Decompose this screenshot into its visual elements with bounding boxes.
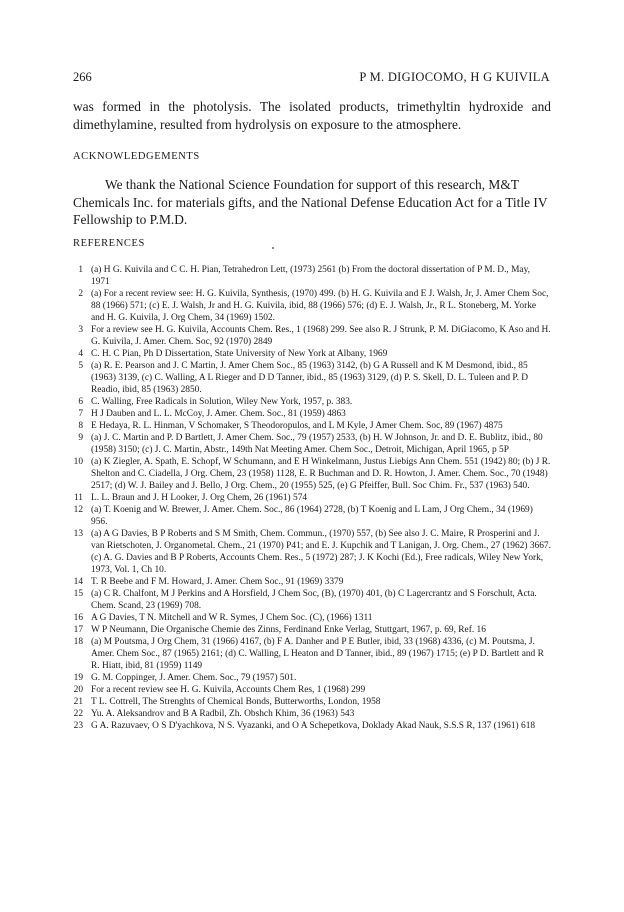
reference-number: 9 [78,433,83,443]
reference-text: Yu. A. Aleksandrov and B A Radbil, Zh. Obshch Khim, 36 (1963) 543 [91,709,355,719]
reference-text: A G Davies, T N. Mitchell and W R. Symes, J Chem Soc. (C), (1966) 1311 [91,613,373,623]
reference-number: 23 [73,721,83,731]
reference-number: 11 [73,493,83,503]
acknowledgements-heading: ACKNOWLEDGEMENTS [73,151,200,162]
reference-item [73,624,551,636]
reference-item [73,360,551,396]
reference-text: (a) K Ziegler, A. Spath, E. Schopf, W Schumann, and E H Winkelmann, Justus Liebigs Ann Chem. 551 (1942) 80; (b) J R. Shelton and C. Ciadella, J Org. Chem, 23 (1958) 1128, E. R Buchman and D. R. Howton, J. Amer. Chem. Soc., 70 (1948) 2517; (d) W. J. Bailey and J. Bello, J Org. Chem., 20 (1955) 525, (e) G Pfeiffer, Bull. Soc Chim. Fr., 537 (1963) 540. [91,457,551,491]
reference-number: 21 [73,697,83,707]
reference-item [73,432,551,456]
acknowledgements-body: We thank the National Science Foundation for support of this research, M&T Chemicals Inc. for materials gifts, and the National Defense Education Act for a Title IV Fellowship to P.M.D. [73,177,548,227]
reference-text: H J Dauben and L. L. McCoy, J. Amer. Chem. Soc., 81 (1959) 4863 [91,409,346,419]
reference-text: (a) H G. Kuivila and C C. H. Pian, Tetrahedron Lett, (1973) 2561 (b) From the doctoral dissertation of P M. D., May, 1971 [91,265,531,287]
reference-number: 14 [73,577,83,587]
reference-item [73,456,551,492]
reference-text: (a) A G Davies, B P Roberts and S M Smith, Chem. Commun., (1970) 557, (b) See also J. C. Maire, R Prosperini and J. van Rietschoten, J. Organometal. Chem., 21 (1970) P41; and E. J. Kupchik and T Lanigan, J. Org. Chem., 27 (1962) 3667. (c) A. G. Davies and B P Roberts, Accounts Chem. Res., 5 (1972) 287; J. K Kochi (Ed.), Free radicals, Wiley New York, 1973, Vol. 1, Ch 10. [91,529,551,575]
reference-number: 18 [73,637,83,647]
reference-number: 15 [73,589,83,599]
reference-text: G A. Razuvaev, O S D'yachkova, N S. Vyazanki, and O A Schepetkova, Doklady Akad Nauk, S.S.S R, 137 (1961) 618 [91,721,536,731]
reference-text: For a recent review see H. G. Kuivila, Accounts Chem Res, 1 (1968) 299 [91,685,366,695]
reference-text: (a) T. Koenig and W. Brewer, J. Amer. Chem. Soc., 86 (1964) 2728, (b) T Koenig and L Lam, J Org Chem., 34 (1969) 956. [91,505,533,527]
stray-mark [272,247,274,249]
reference-number: 19 [73,673,83,683]
reference-item [73,576,551,588]
reference-text: E Hedaya, R. L. Hinman, V Schomaker, S Theodoropulos, and L M Kyle, J Amer Chem. Soc, 89 (1967) 4875 [91,421,503,431]
reference-item [73,264,551,288]
reference-number: 10 [73,457,83,467]
reference-text: (a) C R. Chalfont, M J Perkins and A Horsfield, J Chem Soc, (B), (1970) 401, (b) C Lagercrantz and S Forschult, Acta. Chem. Scand, 23 (1969) 708. [91,589,537,611]
reference-item [73,588,551,612]
reference-text: (a) R. E. Pearson and J. C Martin, J. Amer Chem Soc., 85 (1963) 3142, (b) G A Russell and K M Desmond, ibid., 85 (1963) 3139, (c) C. Walling, A L Rieger and D D Tanner, ibid., 85 (1963) 3129, (d) P. S. Skell, D. L. Tuleen and P. D Readio, ibid, 85 (1963) 2850. [91,361,529,395]
running-authors: P M. DIGIOCOMO, H G KUIVILA [359,70,550,84]
reference-text: (a) M Poutsma, J Org Chem, 31 (1966) 4167, (b) F A. Danher and P E Butler, ibid, 33 (1968) 4336, (c) M. Poutsma, J. Amer. Chem Soc., 87 (1965) 2161; (d) C. Walling, L Heaton and D Tanner, ibid., 89 (1967) 1715; (e) P D. Bartlett and R R. Hiatt, ibid, 81 (1959) 1149 [91,637,544,671]
reference-item [73,396,551,408]
reference-text: C. Walling, Free Radicals in Solution, Wiley New York, 1957, p. 383. [91,397,353,407]
reference-number: 20 [73,685,83,695]
reference-number: 8 [78,421,83,431]
reference-item [73,684,551,696]
reference-item [73,420,551,432]
reference-item [73,288,551,324]
reference-number: 2 [78,289,83,299]
reference-item [73,708,551,720]
reference-item [73,324,551,348]
reference-text: T L. Cottrell, The Strenghts of Chemical Bonds, Butterworths, London, 1958 [91,697,381,707]
reference-item [73,492,551,504]
reference-text: C. H. C Pian, Ph D Dissertation, State University of New York at Albany, 1969 [91,349,388,359]
reference-item [73,408,551,420]
running-header [73,70,550,85]
reference-item [73,696,551,708]
reference-item [73,636,551,672]
reference-number: 16 [73,613,83,623]
reference-number: 13 [73,529,83,539]
intro-paragraph: was formed in the photolysis. The isolated products, trimethyltin hydroxide and dimethylamine, resulted from hydrolysis on exposure to the atmosphere. [73,99,551,132]
reference-item [73,348,551,360]
reference-text: (a) J. C. Martin and P. D Bartlett, J. Amer Chem. Soc., 79 (1957) 2533, (b) H. W Johnson, Jr. and D. E. Bublitz, ibid., 80 (1958) 3150; (c) J. C. Martin, Abstr., 149th Nat Meeting Amer. Chem Soc., Detroit, Michigan, April 1965, p 5P [91,433,543,455]
reference-number: 6 [78,397,83,407]
reference-text: L. L. Braun and J. H Looker, J. Org Chem, 26 (1961) 574 [91,493,308,503]
reference-item [73,504,551,528]
acknowledgements-text [73,176,551,229]
reference-number: 7 [78,409,83,419]
reference-item [73,672,551,684]
page-number: 266 [73,70,92,84]
reference-number: 3 [78,325,83,335]
reference-number: 4 [78,349,83,359]
reference-item [73,612,551,624]
reference-item [73,528,551,576]
reference-text: W P Neumann, Die Organische Chemie des Zinns, Ferdinand Enke Verlag, Stuttgart, 1967, p. 69, Ref. 16 [91,625,486,635]
references-heading: REFERENCES [73,238,145,249]
reference-number: 1 [78,265,83,275]
reference-number: 22 [73,709,83,719]
reference-number: 12 [73,505,83,515]
reference-number: 17 [73,625,83,635]
reference-number: 5 [78,361,83,371]
reference-text: T. R Beebe and F M. Howard, J. Amer. Chem Soc., 91 (1969) 3379 [91,577,344,587]
reference-item [73,720,551,732]
reference-list [73,264,551,732]
reference-text: For a review see H. G. Kuivila, Accounts Chem. Res., 1 (1968) 299. See also R. J Strunk, P. M. DiGiacomo, K Aso and H. G. Kuivila, J. Amer. Chem. Soc, 92 (1970) 2849 [91,325,551,347]
reference-text: (a) For a recent review see: H. G. Kuivila, Synthesis, (1970) 499. (b) H. G. Kuivila and E J. Walsh, Jr, J. Amer Chem Soc, 88 (1966) 571; (c) E. J. Walsh, Jr and H. G. Kuivila, ibid, 88 (1966) 576; (d) E. J. Walsh, Jr., R L. Stoneberg, M. Yorke and H. G. Kuivila, J. Org Chem, 34 (1969) 1502. [91,289,549,323]
reference-text: G. M. Coppinger, J. Amer. Chem. Soc., 79 (1957) 501. [91,673,297,683]
